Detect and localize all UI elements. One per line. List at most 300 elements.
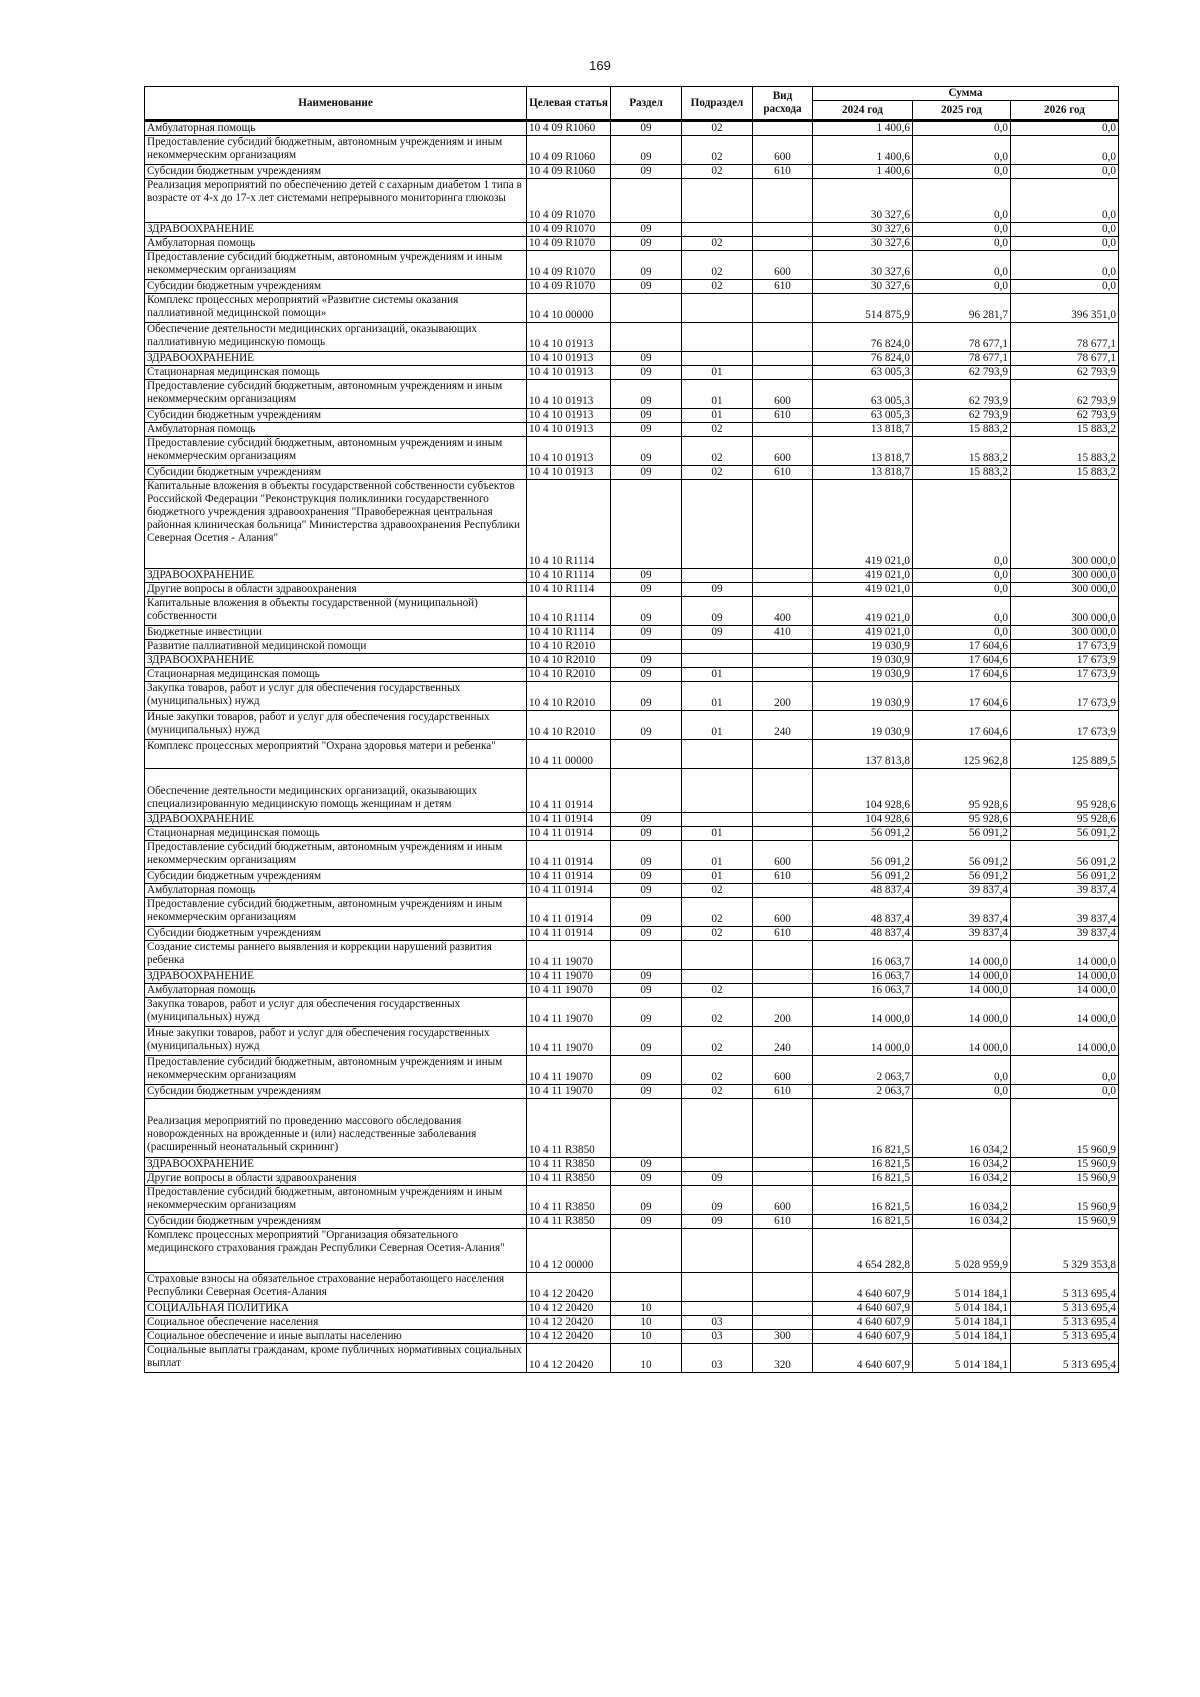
table-cell-2026: 300 000,0	[1011, 583, 1119, 597]
table-cell-expense-type: 600	[753, 841, 813, 870]
table-cell-2025: 0,0	[913, 583, 1011, 597]
table-cell-section: 09	[611, 813, 682, 827]
table-cell-expense-type	[753, 640, 813, 654]
table-cell-2024: 48 837,4	[813, 884, 913, 898]
table-cell-subsection	[682, 1158, 753, 1172]
table-cell-2024: 4 640 607,9	[813, 1273, 913, 1302]
table-cell-name: Обеспечение деятельности медицинских организаций, оказывающих специализированную медицинскую помощь женщинам и детям	[145, 769, 527, 813]
table-cell-section: 09	[611, 223, 682, 237]
table-cell-target: 10 4 10 01913	[527, 409, 611, 423]
table-cell-target: 10 4 10 R1114	[527, 480, 611, 569]
table-cell-name: Предоставление субсидий бюджетным, автономным учреждениям и иным некоммерческим организациям	[145, 251, 527, 280]
table-cell-2025: 62 793,9	[913, 366, 1011, 380]
table-row	[145, 569, 1119, 583]
table-cell-section	[611, 179, 682, 223]
table-cell-2026: 5 313 695,4	[1011, 1344, 1119, 1373]
table-cell-section: 09	[611, 1056, 682, 1085]
table-cell-expense-type: 300	[753, 1330, 813, 1344]
table-cell-2026: 15 960,9	[1011, 1158, 1119, 1172]
table-row	[145, 1302, 1119, 1316]
table-cell-2025: 5 014 184,1	[913, 1302, 1011, 1316]
table-row	[145, 466, 1119, 480]
table-cell-2024: 514 875,9	[813, 294, 913, 323]
table-cell-subsection: 02	[682, 898, 753, 927]
table-cell-name: ЗДРАВООХРАНЕНИЕ	[145, 569, 527, 583]
table-cell-2024: 16 063,7	[813, 970, 913, 984]
table-cell-subsection: 02	[682, 1085, 753, 1099]
table-cell-expense-type: 600	[753, 898, 813, 927]
table-cell-subsection: 02	[682, 165, 753, 179]
table-cell-section: 09	[611, 970, 682, 984]
table-row	[145, 480, 1119, 569]
table-row	[145, 870, 1119, 884]
table-row	[145, 409, 1119, 423]
table-cell-2025: 0,0	[913, 626, 1011, 640]
table-cell-2026: 5 329 353,8	[1011, 1229, 1119, 1273]
table-cell-name: Амбулаторная помощь	[145, 423, 527, 437]
table-cell-target: 10 4 11 19070	[527, 998, 611, 1027]
table-cell-subsection: 02	[682, 423, 753, 437]
table-cell-2026: 14 000,0	[1011, 1027, 1119, 1056]
table-cell-2024: 1 400,6	[813, 136, 913, 165]
table-cell-target: 10 4 09 R1070	[527, 251, 611, 280]
table-cell-expense-type	[753, 569, 813, 583]
table-cell-subsection: 09	[682, 1172, 753, 1186]
table-cell-2025: 0,0	[913, 121, 1011, 136]
table-cell-2024: 16 821,5	[813, 1186, 913, 1215]
table-cell-name: Субсидии бюджетным учреждениям	[145, 1085, 527, 1099]
table-cell-subsection	[682, 813, 753, 827]
table-cell-target: 10 4 11 19070	[527, 970, 611, 984]
table-cell-section: 09	[611, 437, 682, 466]
table-cell-2025: 16 034,2	[913, 1158, 1011, 1172]
table-cell-section: 09	[611, 682, 682, 711]
table-cell-section: 09	[611, 1186, 682, 1215]
table-cell-2025: 125 962,8	[913, 740, 1011, 769]
table-cell-target: 10 4 12 00000	[527, 1229, 611, 1273]
table-cell-section	[611, 740, 682, 769]
table-cell-name: Субсидии бюджетным учреждениям	[145, 165, 527, 179]
table-cell-2024: 137 813,8	[813, 740, 913, 769]
table-cell-2026: 300 000,0	[1011, 480, 1119, 569]
table-cell-expense-type	[753, 480, 813, 569]
table-cell-name: Социальные выплаты гражданам, кроме публичных нормативных социальных выплат	[145, 1344, 527, 1373]
table-cell-target: 10 4 11 01914	[527, 813, 611, 827]
header-2024: 2024 год	[813, 101, 913, 121]
table-cell-2024: 2 063,7	[813, 1085, 913, 1099]
table-row	[145, 682, 1119, 711]
table-cell-subsection: 02	[682, 927, 753, 941]
table-cell-2026: 56 091,2	[1011, 827, 1119, 841]
table-cell-name: Предоставление субсидий бюджетным, автономным учреждениям и иным некоммерческим организациям	[145, 898, 527, 927]
table-cell-section: 09	[611, 569, 682, 583]
table-cell-name: Амбулаторная помощь	[145, 121, 527, 136]
table-cell-2024: 13 818,7	[813, 423, 913, 437]
table-cell-target: 10 4 10 R2010	[527, 654, 611, 668]
table-cell-target: 10 4 10 R1114	[527, 597, 611, 626]
table-cell-2024: 4 654 282,8	[813, 1229, 913, 1273]
table-cell-2026: 15 883,2	[1011, 466, 1119, 480]
table-cell-target: 10 4 10 01913	[527, 466, 611, 480]
header-expense-type: Вид расхода	[753, 87, 813, 121]
table-row	[145, 1316, 1119, 1330]
table-cell-section	[611, 1099, 682, 1158]
table-cell-section: 09	[611, 1027, 682, 1056]
table-cell-2025: 14 000,0	[913, 970, 1011, 984]
table-cell-2024: 48 837,4	[813, 898, 913, 927]
table-cell-2026: 5 313 695,4	[1011, 1302, 1119, 1316]
table-cell-name: Капитальные вложения в объекты государственной собственности субъектов Российской Федерации "Реконструкция поликлиники государственного бюджетного учреждения здравоохранения "Правобережная центральная районная клиническая больница" Министерства здравоохранения Республики Северная Осетия - Алания"	[145, 480, 527, 569]
table-cell-name: Предоставление субсидий бюджетным, автономным учреждениям и иным некоммерческим организациям	[145, 437, 527, 466]
table-cell-2026: 0,0	[1011, 165, 1119, 179]
table-cell-target: 10 4 11 00000	[527, 740, 611, 769]
table-cell-2025: 16 034,2	[913, 1099, 1011, 1158]
page-number: 169	[589, 58, 611, 73]
table-cell-subsection: 02	[682, 121, 753, 136]
table-cell-2024: 30 327,6	[813, 251, 913, 280]
table-row	[145, 1186, 1119, 1215]
table-cell-target: 10 4 10 01913	[527, 437, 611, 466]
table-cell-2026: 56 091,2	[1011, 841, 1119, 870]
table-cell-subsection	[682, 179, 753, 223]
table-cell-2026: 0,0	[1011, 223, 1119, 237]
table-cell-2025: 17 604,6	[913, 682, 1011, 711]
table-cell-target: 10 4 10 00000	[527, 294, 611, 323]
table-cell-section: 09	[611, 1215, 682, 1229]
table-cell-subsection: 03	[682, 1344, 753, 1373]
table-row	[145, 179, 1119, 223]
table-cell-section: 09	[611, 409, 682, 423]
table-cell-2025: 95 928,6	[913, 813, 1011, 827]
table-cell-2024: 63 005,3	[813, 409, 913, 423]
table-cell-expense-type: 240	[753, 1027, 813, 1056]
table-cell-name: Социальное обеспечение населения	[145, 1316, 527, 1330]
table-cell-target: 10 4 09 R1070	[527, 280, 611, 294]
table-cell-2025: 5 014 184,1	[913, 1330, 1011, 1344]
table-cell-subsection: 09	[682, 1215, 753, 1229]
table-cell-subsection	[682, 352, 753, 366]
table-row	[145, 121, 1119, 136]
table-cell-2024: 2 063,7	[813, 1056, 913, 1085]
table-cell-2024: 16 821,5	[813, 1099, 913, 1158]
table-cell-2024: 30 327,6	[813, 280, 913, 294]
table-cell-expense-type: 610	[753, 280, 813, 294]
table-cell-section: 09	[611, 898, 682, 927]
table-cell-target: 10 4 11 19070	[527, 1027, 611, 1056]
table-cell-2025: 0,0	[913, 223, 1011, 237]
table-cell-expense-type: 600	[753, 1056, 813, 1085]
table-cell-2024: 76 824,0	[813, 352, 913, 366]
table-cell-expense-type	[753, 668, 813, 682]
table-cell-2024: 14 000,0	[813, 998, 913, 1027]
table-cell-target: 10 4 10 R2010	[527, 682, 611, 711]
table-cell-subsection: 03	[682, 1330, 753, 1344]
budget-table	[144, 86, 1119, 1373]
table-cell-expense-type: 200	[753, 998, 813, 1027]
table-cell-target: 10 4 12 20420	[527, 1302, 611, 1316]
table-cell-name: ЗДРАВООХРАНЕНИЕ	[145, 223, 527, 237]
table-cell-expense-type	[753, 1158, 813, 1172]
table-cell-expense-type: 600	[753, 1186, 813, 1215]
table-cell-section: 09	[611, 884, 682, 898]
table-cell-target: 10 4 10 01913	[527, 323, 611, 352]
table-cell-name: Субсидии бюджетным учреждениям	[145, 466, 527, 480]
table-cell-name: Амбулаторная помощь	[145, 884, 527, 898]
table-cell-name: Стационарная медицинская помощь	[145, 668, 527, 682]
table-cell-section: 10	[611, 1344, 682, 1373]
table-cell-2025: 0,0	[913, 1056, 1011, 1085]
table-row	[145, 984, 1119, 998]
table-cell-2026: 0,0	[1011, 136, 1119, 165]
table-cell-subsection	[682, 223, 753, 237]
table-row	[145, 237, 1119, 251]
table-cell-section: 09	[611, 841, 682, 870]
table-cell-name: ЗДРАВООХРАНЕНИЕ	[145, 654, 527, 668]
table-row	[145, 251, 1119, 280]
table-cell-section: 10	[611, 1302, 682, 1316]
table-cell-subsection: 02	[682, 136, 753, 165]
table-cell-name: Субсидии бюджетным учреждениям	[145, 280, 527, 294]
table-cell-expense-type	[753, 827, 813, 841]
table-cell-2026: 14 000,0	[1011, 984, 1119, 998]
table-cell-2024: 1 400,6	[813, 165, 913, 179]
table-cell-target: 10 4 12 20420	[527, 1273, 611, 1302]
table-cell-2024: 56 091,2	[813, 827, 913, 841]
table-cell-2024: 104 928,6	[813, 769, 913, 813]
table-cell-2024: 19 030,9	[813, 654, 913, 668]
table-cell-2025: 15 883,2	[913, 423, 1011, 437]
table-cell-name: Комплекс процессных мероприятий "Организация обязательного медицинского страхования граждан Республики Северная Осетия-Алания"	[145, 1229, 527, 1273]
table-row	[145, 1215, 1119, 1229]
table-cell-expense-type	[753, 121, 813, 136]
table-cell-section	[611, 1273, 682, 1302]
table-cell-section: 09	[611, 423, 682, 437]
table-cell-2026: 78 677,1	[1011, 323, 1119, 352]
table-cell-2026: 62 793,9	[1011, 409, 1119, 423]
table-cell-section: 09	[611, 583, 682, 597]
table-cell-expense-type: 610	[753, 1085, 813, 1099]
table-cell-target: 10 4 11 19070	[527, 941, 611, 970]
table-cell-2026: 5 313 695,4	[1011, 1330, 1119, 1344]
table-row	[145, 941, 1119, 970]
table-cell-name: ЗДРАВООХРАНЕНИЕ	[145, 970, 527, 984]
table-cell-2025: 0,0	[913, 1085, 1011, 1099]
table-cell-2026: 0,0	[1011, 1056, 1119, 1085]
table-cell-target: 10 4 11 01914	[527, 827, 611, 841]
table-cell-name: Иные закупки товаров, работ и услуг для обеспечения государственных (муниципальных) нужд	[145, 1027, 527, 1056]
table-cell-expense-type: 410	[753, 626, 813, 640]
table-cell-subsection	[682, 323, 753, 352]
table-row	[145, 1056, 1119, 1085]
table-cell-target: 10 4 11 19070	[527, 1056, 611, 1085]
table-row	[145, 1229, 1119, 1273]
table-cell-subsection	[682, 970, 753, 984]
table-cell-2025: 39 837,4	[913, 927, 1011, 941]
table-cell-target: 10 4 11 01914	[527, 841, 611, 870]
table-cell-subsection: 02	[682, 1056, 753, 1085]
table-cell-subsection: 02	[682, 998, 753, 1027]
table-cell-2026: 0,0	[1011, 251, 1119, 280]
table-cell-2025: 16 034,2	[913, 1215, 1011, 1229]
table-cell-target: 10 4 11 01914	[527, 927, 611, 941]
table-cell-section: 09	[611, 165, 682, 179]
table-row	[145, 583, 1119, 597]
table-cell-2026: 39 837,4	[1011, 884, 1119, 898]
table-cell-target: 10 4 10 R1114	[527, 583, 611, 597]
table-cell-2025: 17 604,6	[913, 654, 1011, 668]
table-cell-2026: 15 960,9	[1011, 1215, 1119, 1229]
table-cell-section: 09	[611, 1158, 682, 1172]
table-cell-name: Закупка товаров, работ и услуг для обеспечения государственных (муниципальных) нужд	[145, 998, 527, 1027]
table-cell-section: 09	[611, 597, 682, 626]
table-cell-expense-type: 610	[753, 927, 813, 941]
table-cell-section: 09	[611, 711, 682, 740]
table-cell-subsection: 01	[682, 841, 753, 870]
table-row	[145, 423, 1119, 437]
table-cell-2025: 5 014 184,1	[913, 1344, 1011, 1373]
header-target: Целевая статья	[527, 87, 611, 121]
table-row	[145, 841, 1119, 870]
table-cell-2024: 16 821,5	[813, 1215, 913, 1229]
table-cell-target: 10 4 11 01914	[527, 884, 611, 898]
table-cell-2026: 17 673,9	[1011, 654, 1119, 668]
table-cell-name: Стационарная медицинская помощь	[145, 827, 527, 841]
table-cell-section: 09	[611, 136, 682, 165]
table-cell-section: 09	[611, 1172, 682, 1186]
table-cell-subsection: 03	[682, 1316, 753, 1330]
table-cell-expense-type: 610	[753, 1215, 813, 1229]
table-cell-subsection	[682, 1099, 753, 1158]
table-cell-subsection: 02	[682, 280, 753, 294]
table-cell-expense-type	[753, 813, 813, 827]
table-cell-target: 10 4 11 19070	[527, 1085, 611, 1099]
table-cell-2025: 0,0	[913, 480, 1011, 569]
table-row	[145, 640, 1119, 654]
table-cell-target: 10 4 10 01913	[527, 366, 611, 380]
table-cell-target: 10 4 09 R1070	[527, 223, 611, 237]
table-row	[145, 437, 1119, 466]
table-cell-2024: 63 005,3	[813, 366, 913, 380]
table-cell-2024: 419 021,0	[813, 597, 913, 626]
table-cell-expense-type: 610	[753, 409, 813, 423]
table-cell-subsection: 02	[682, 884, 753, 898]
table-cell-subsection: 02	[682, 251, 753, 280]
table-cell-subsection	[682, 1229, 753, 1273]
table-cell-2026: 14 000,0	[1011, 970, 1119, 984]
table-cell-2025: 17 604,6	[913, 668, 1011, 682]
table-cell-target: 10 4 11 R3850	[527, 1215, 611, 1229]
table-row	[145, 668, 1119, 682]
table-cell-subsection: 01	[682, 409, 753, 423]
table-cell-2026: 39 837,4	[1011, 927, 1119, 941]
table-cell-expense-type	[753, 884, 813, 898]
table-cell-2024: 76 824,0	[813, 323, 913, 352]
table-cell-name: ЗДРАВООХРАНЕНИЕ	[145, 1158, 527, 1172]
table-cell-2024: 4 640 607,9	[813, 1316, 913, 1330]
table-cell-2026: 0,0	[1011, 1085, 1119, 1099]
table-cell-expense-type: 610	[753, 870, 813, 884]
table-cell-name: СОЦИАЛЬНАЯ ПОЛИТИКА	[145, 1302, 527, 1316]
table-cell-name: Создание системы раннего выявления и коррекции нарушений развития ребенка	[145, 941, 527, 970]
table-cell-section	[611, 1229, 682, 1273]
table-cell-2026: 15 960,9	[1011, 1099, 1119, 1158]
table-cell-expense-type	[753, 323, 813, 352]
table-cell-expense-type: 320	[753, 1344, 813, 1373]
table-row	[145, 769, 1119, 813]
table-cell-subsection: 01	[682, 827, 753, 841]
table-cell-section	[611, 941, 682, 970]
table-row	[145, 626, 1119, 640]
table-cell-2025: 56 091,2	[913, 841, 1011, 870]
header-section: Раздел	[611, 87, 682, 121]
table-cell-2026: 5 313 695,4	[1011, 1273, 1119, 1302]
table-cell-2024: 19 030,9	[813, 711, 913, 740]
table-cell-2026: 300 000,0	[1011, 569, 1119, 583]
table-cell-2025: 5 028 959,9	[913, 1229, 1011, 1273]
table-cell-subsection	[682, 1273, 753, 1302]
table-cell-2024: 19 030,9	[813, 682, 913, 711]
table-cell-section: 09	[611, 827, 682, 841]
table-cell-expense-type	[753, 1302, 813, 1316]
table-cell-2026: 300 000,0	[1011, 626, 1119, 640]
table-row	[145, 740, 1119, 769]
table-cell-subsection: 09	[682, 597, 753, 626]
table-cell-section	[611, 294, 682, 323]
table-cell-subsection: 02	[682, 466, 753, 480]
table-cell-name: Иные закупки товаров, работ и услуг для обеспечения государственных (муниципальных) нужд	[145, 711, 527, 740]
table-row	[145, 352, 1119, 366]
table-cell-2026: 56 091,2	[1011, 870, 1119, 884]
table-cell-target: 10 4 10 R2010	[527, 711, 611, 740]
table-cell-name: Субсидии бюджетным учреждениям	[145, 927, 527, 941]
table-cell-2024: 419 021,0	[813, 480, 913, 569]
table-row	[145, 1085, 1119, 1099]
table-row	[145, 884, 1119, 898]
header-sum: Сумма	[813, 87, 1119, 101]
table-cell-name: Субсидии бюджетным учреждениям	[145, 409, 527, 423]
table-cell-expense-type	[753, 769, 813, 813]
table-cell-name: Другие вопросы в области здравоохранения	[145, 583, 527, 597]
table-cell-name: Капитальные вложения в объекты государственной (муниципальной) собственности	[145, 597, 527, 626]
table-cell-expense-type	[753, 294, 813, 323]
table-row	[145, 597, 1119, 626]
table-cell-expense-type	[753, 237, 813, 251]
header-2026: 2026 год	[1011, 101, 1119, 121]
table-cell-section	[611, 323, 682, 352]
table-cell-2024: 30 327,6	[813, 223, 913, 237]
table-row	[145, 223, 1119, 237]
table-cell-2026: 5 313 695,4	[1011, 1316, 1119, 1330]
table-row	[145, 1330, 1119, 1344]
table-cell-2025: 16 034,2	[913, 1186, 1011, 1215]
header-subsection: Подраздел	[682, 87, 753, 121]
table-cell-subsection: 01	[682, 682, 753, 711]
table-cell-2024: 419 021,0	[813, 626, 913, 640]
table-cell-2025: 78 677,1	[913, 323, 1011, 352]
table-cell-target: 10 4 09 R1070	[527, 179, 611, 223]
table-row	[145, 813, 1119, 827]
table-cell-name: Бюджетные инвестиции	[145, 626, 527, 640]
table-cell-expense-type: 610	[753, 165, 813, 179]
table-cell-target: 10 4 10 R1114	[527, 626, 611, 640]
table-cell-target: 10 4 11 19070	[527, 984, 611, 998]
table-cell-expense-type	[753, 1273, 813, 1302]
table-row	[145, 927, 1119, 941]
table-cell-subsection	[682, 569, 753, 583]
table-cell-2024: 19 030,9	[813, 640, 913, 654]
table-cell-2024: 19 030,9	[813, 668, 913, 682]
table-cell-2024: 48 837,4	[813, 927, 913, 941]
